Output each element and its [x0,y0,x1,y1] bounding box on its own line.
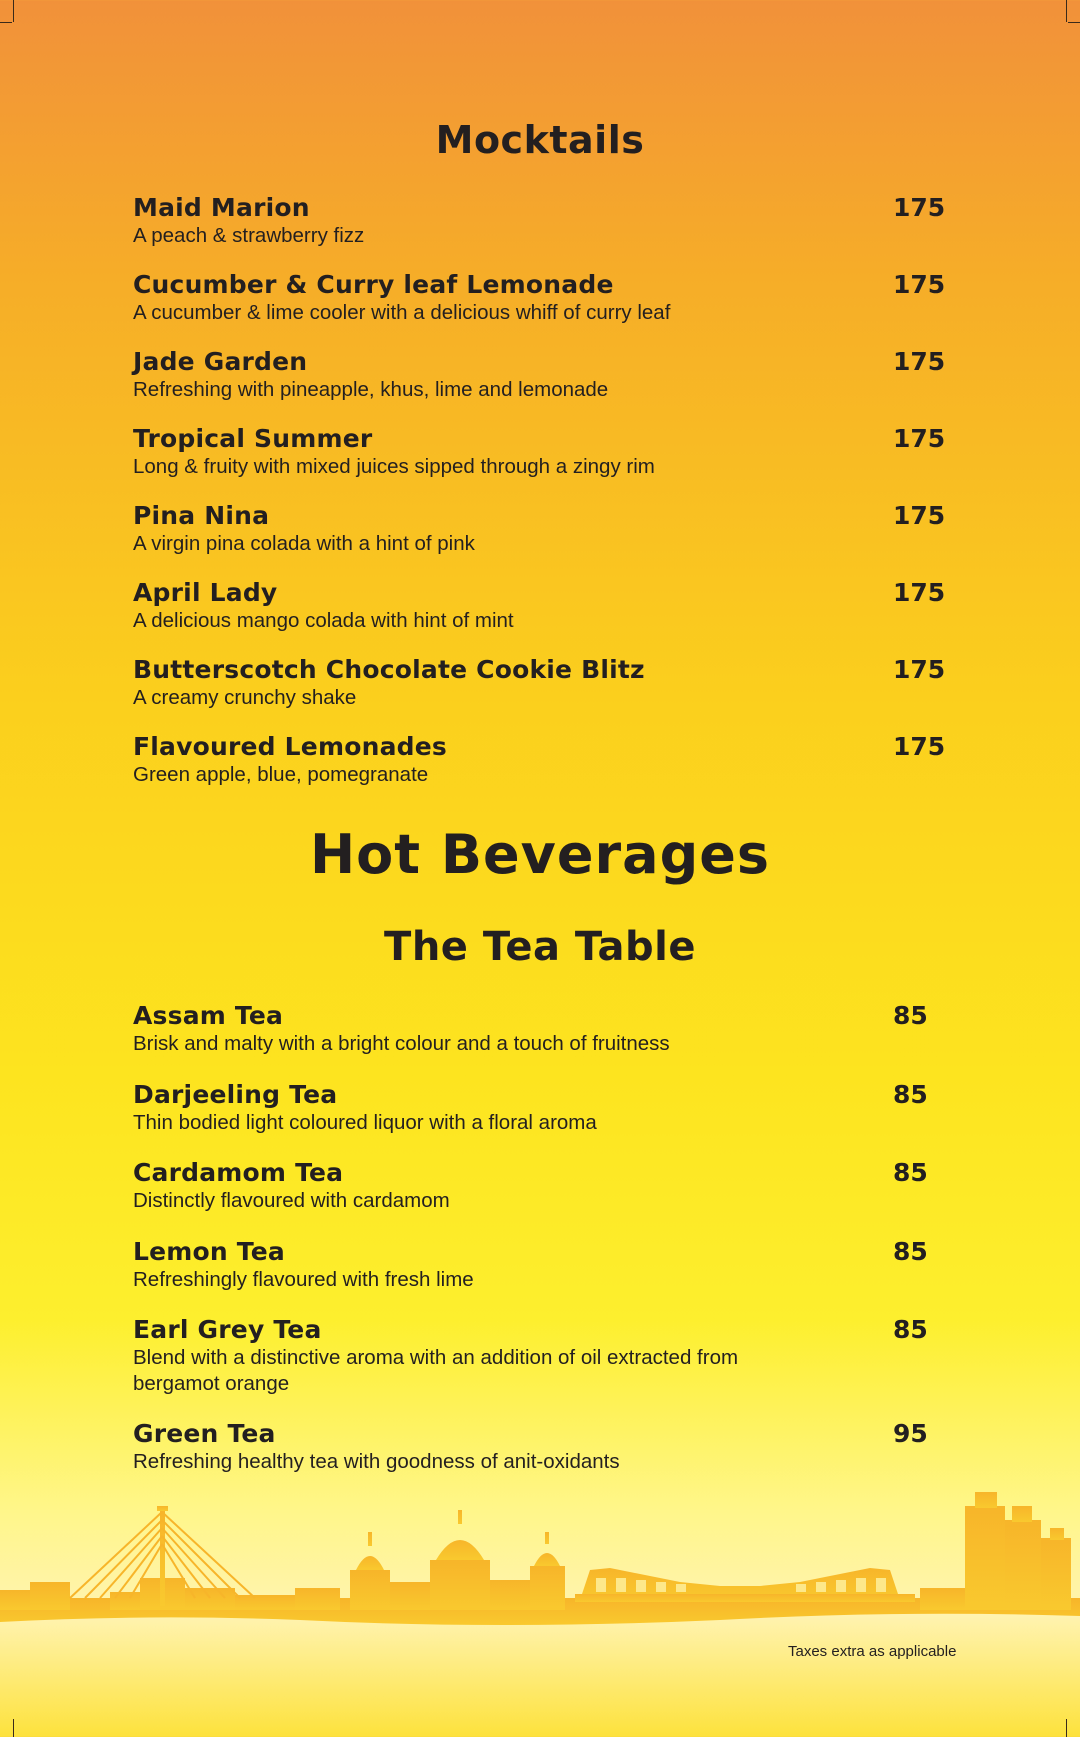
item-name: Jade Garden [133,347,308,376]
item-description: Blend with a distinctive aroma with an addition of oil extracted from bergamot orange [133,1346,739,1395]
item-description: A creamy crunchy shake [133,686,357,709]
menu-item [133,501,953,557]
item-price: 175 [893,270,946,299]
menu-item [133,655,953,711]
menu-item [133,1237,953,1293]
item-description: Refreshing healthy tea with goodness of anit-oxidants [133,1450,620,1473]
item-description: Refreshing with pineapple, khus, lime and lemonade [133,378,609,401]
item-description: Brisk and malty with a bright colour and a touch of fruitness [133,1032,670,1055]
taxes-note: Taxes extra as applicable [788,1643,957,1660]
mocktails-heading: Mocktails [435,118,645,162]
menu-item [133,1315,953,1397]
item-price: 85 [893,1001,928,1030]
menu-item [133,193,953,249]
crop-mark [1068,22,1080,23]
menu-item [133,732,953,788]
crop-mark [0,1719,14,1737]
item-price: 85 [893,1158,928,1187]
item-name: Pina Nina [133,501,270,530]
item-name: Lemon Tea [133,1237,285,1266]
crop-mark [1066,0,1080,22]
item-price: 175 [893,193,946,222]
menu-item [133,1001,953,1057]
item-name: Tropical Summer [133,424,373,453]
item-price: 95 [893,1419,928,1448]
item-description: A virgin pina colada with a hint of pink [133,532,475,555]
hot-beverages-heading: Hot Beverages [309,823,770,886]
item-description: A peach & strawberry fizz [133,224,365,247]
item-description: A cucumber & lime cooler with a delicious whiff of curry leaf [133,301,671,324]
item-description: Distinctly flavoured with cardamom [133,1189,450,1212]
item-name: Green Tea [133,1419,276,1448]
menu-item [133,1419,953,1475]
menu-item [133,1080,953,1136]
tea-table-heading: The Tea Table [384,924,696,970]
item-price: 85 [893,1080,928,1109]
crop-mark [0,0,14,22]
item-name: Butterscotch Chocolate Cookie Blitz [133,655,645,684]
item-description: A delicious mango colada with hint of mint [133,609,514,632]
item-name: Earl Grey Tea [133,1315,322,1344]
crop-mark [0,22,12,23]
item-description: Thin bodied light coloured liquor with a floral aroma [133,1111,597,1134]
item-name: Maid Marion [133,193,310,222]
crop-mark [1066,1719,1080,1737]
item-price: 175 [893,424,946,453]
item-name: Cardamom Tea [133,1158,344,1187]
item-name: Darjeeling Tea [133,1080,338,1109]
item-price: 175 [893,578,946,607]
menu-item [133,578,953,634]
item-price: 85 [893,1237,928,1266]
item-name: Flavoured Lemonades [133,732,447,761]
menu-item [133,347,953,403]
menu-item [133,270,953,326]
menu-item [133,424,953,480]
item-description: Long & fruity with mixed juices sipped through a zingy rim [133,455,655,478]
item-name: Cucumber & Curry leaf Lemonade [133,270,614,299]
item-description: Refreshingly flavoured with fresh lime [133,1268,474,1291]
menu-item [133,1158,953,1214]
item-name: April Lady [133,578,278,607]
item-description: Green apple, blue, pomegranate [133,763,429,786]
item-price: 175 [893,655,946,684]
item-name: Assam Tea [133,1001,284,1030]
item-price: 175 [893,732,946,761]
item-price: 85 [893,1315,928,1344]
item-price: 175 [893,347,946,376]
city-skyline-illustration [0,1470,1080,1650]
item-price: 175 [893,501,946,530]
